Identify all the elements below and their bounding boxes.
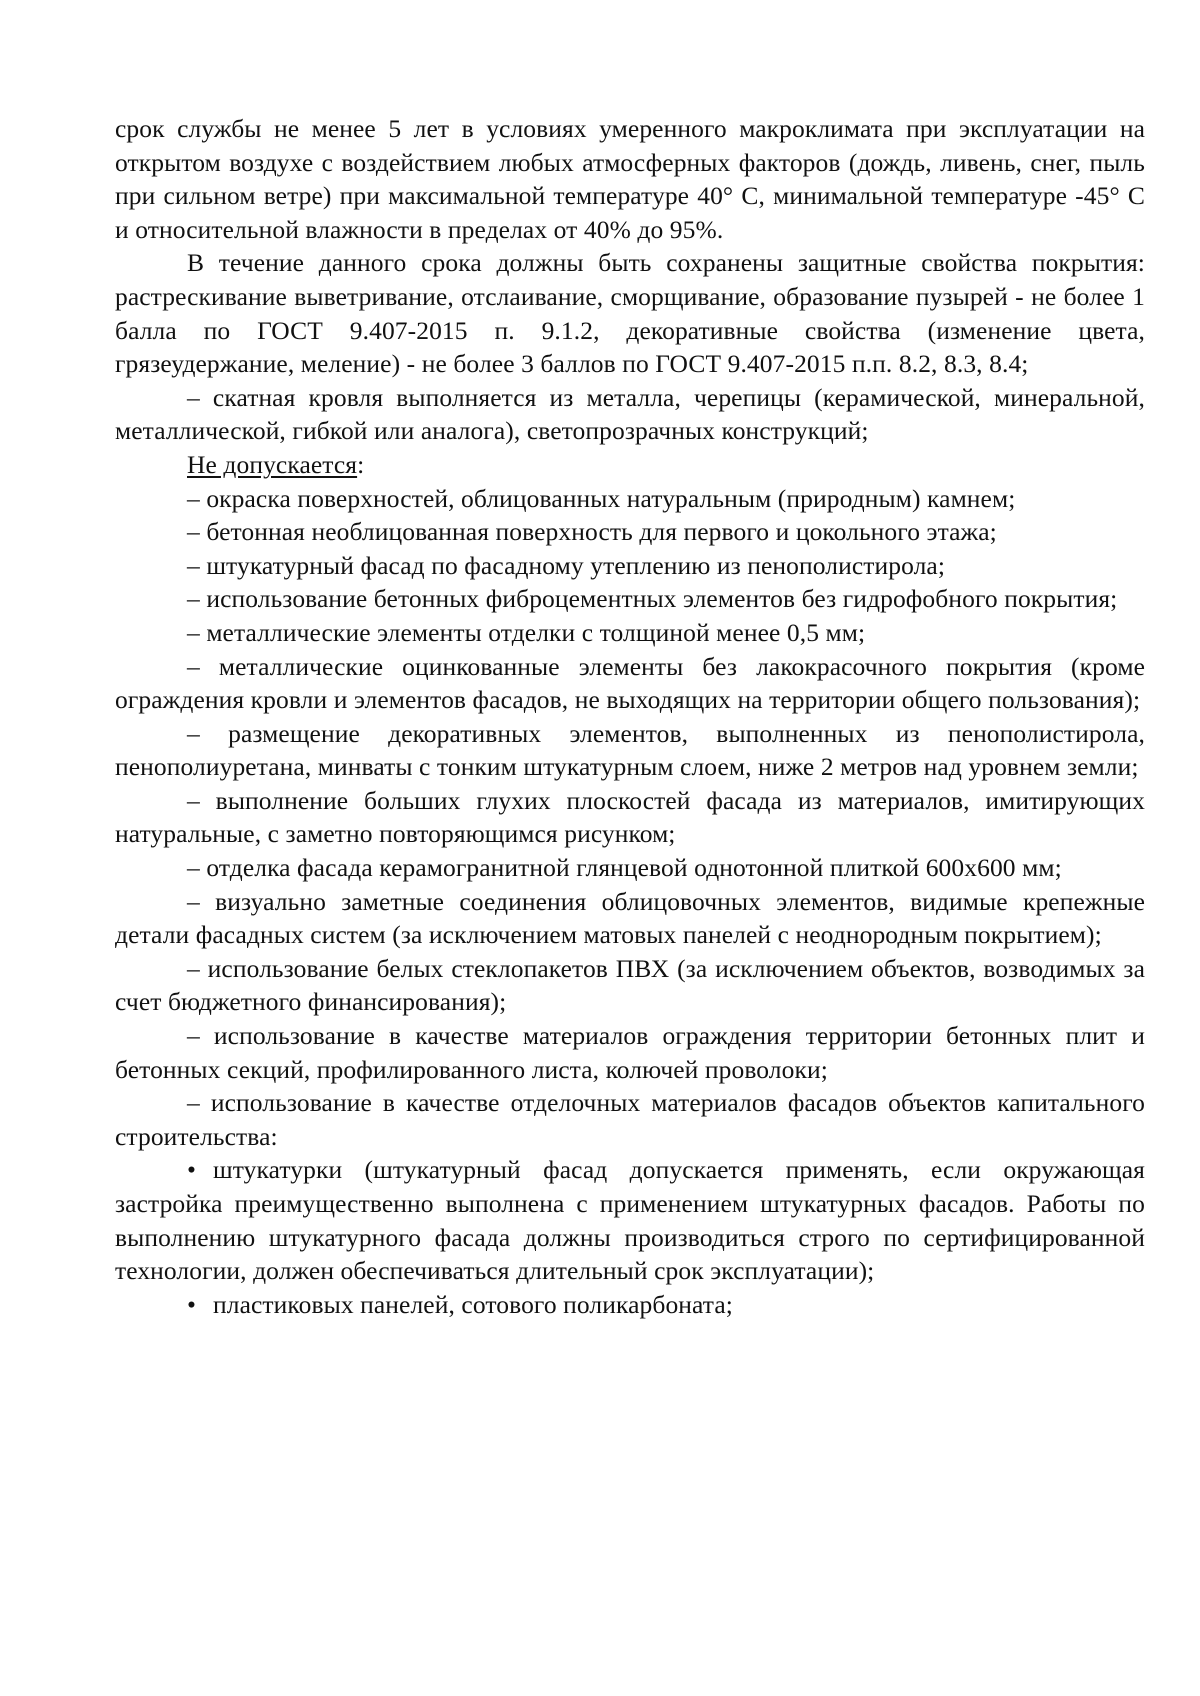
list-item-fencing: – использование в качестве материалов ограждения территории бетонных плит и бетонных секций, профилированного листа, колючей проволоки; xyxy=(115,1021,1145,1084)
bullet-item-plastic-panels xyxy=(115,1288,1145,1322)
not-allowed-heading-text: Не допускается xyxy=(187,449,358,479)
list-item-decorative-elements: – размещение декоративных элементов, выполненных из пенополистирола, пенополиуретана, минваты с тонким штукатурным слоем, ниже 2 метров над уровнем земли; xyxy=(115,718,1145,782)
list-item-plaster-facade: – штукатурный фасад по фасадному утеплению из пенополистирола; xyxy=(187,550,946,580)
bullet-item-plaster xyxy=(115,1153,1145,1287)
list-item-glossy-tile: – отделка фасада керамогранитной глянцевой однотонной плиткой 600х600 мм; xyxy=(187,853,1062,883)
paragraph-pitched-roof: – скатная кровля выполняется из металла, черепицы (керамической, минеральной, металлической, гибкой или аналога), светопрозрачных конструкций; xyxy=(115,382,1145,446)
paragraph-service-life: срок службы не менее 5 лет в условиях умеренного макроклимата при эксплуатации на открытом воздухе с воздействием любых атмосферных факторов (дождь, ливень, снег, пыль при сильном ветре) при максимальной температуре 40° С, минимальной температуре -45° С и относительной влажности в пределах от 40% до 95%. xyxy=(115,114,1145,244)
bullet-text: пластиковых панелей, сотового поликарбоната; xyxy=(213,1289,733,1319)
list-item-metal-thickness: – металлические элементы отделки с толщиной менее 0,5 мм; xyxy=(187,617,866,647)
document-body xyxy=(115,112,1145,1321)
not-allowed-heading xyxy=(115,448,1145,482)
list-item-galvanized-elements: – металлические оцинкованные элементы без лакокрасочного покрытия (кроме ограждения кровли и элементов фасадов, не выходящих на территории общего пользования); xyxy=(115,651,1145,715)
bullet-marker: • xyxy=(187,1155,197,1185)
list-item-fiber-cement: – использование бетонных фиброцементных элементов без гидрофобного покрытия; xyxy=(187,584,1118,614)
paragraph-protective-properties: В течение данного срока должны быть сохранены защитные свойства покрытия: растрескивание выветривание, отслаивание, сморщивание, образование пузырей - не более 1 балла по ГОСТ 9.407-2015 п. 9.1.2, декоративные свойства (изменение цвета, грязеудержание, меление) - не более 3 баллов по ГОСТ 9.407-2015 п.п. 8.2, 8.3, 8.4; xyxy=(115,248,1145,379)
bullet-marker: • xyxy=(187,1289,197,1319)
list-item-stone-painting: – окраска поверхностей, облицованных натуральным (природным) камнем; xyxy=(187,483,1016,513)
list-item-concrete-surface: – бетонная необлицованная поверхность для первого и цокольного этажа; xyxy=(187,517,997,547)
list-item-visible-joints: – визуально заметные соединения облицовочных элементов, видимые крепежные детали фасадных систем (за исключением матовых панелей с неоднородным покрытием); xyxy=(115,886,1145,950)
list-item-white-pvc: – использование белых стеклопакетов ПВХ (за исключением объектов, возводимых за счет бюджетного финансирования); xyxy=(115,953,1145,1017)
not-allowed-heading-colon: : xyxy=(357,449,365,479)
bullet-text: штукатурки (штукатурный фасад допускается применять, если окружающая застройка преимущественно выполнена с применением штукатурных фасадов. Работы по выполнению штукатурного фасада должны производиться строго по сертифицированной технологии, должен обеспечиваться длительный срок эксплуатации); xyxy=(115,1155,1145,1286)
list-item-finishing-materials: – использование в качестве отделочных материалов фасадов объектов капитального строительства: xyxy=(115,1088,1145,1151)
list-item-blank-planes: – выполнение больших глухих плоскостей фасада из материалов, имитирующих натуральные, с заметно повторяющимся рисунком; xyxy=(115,785,1145,849)
